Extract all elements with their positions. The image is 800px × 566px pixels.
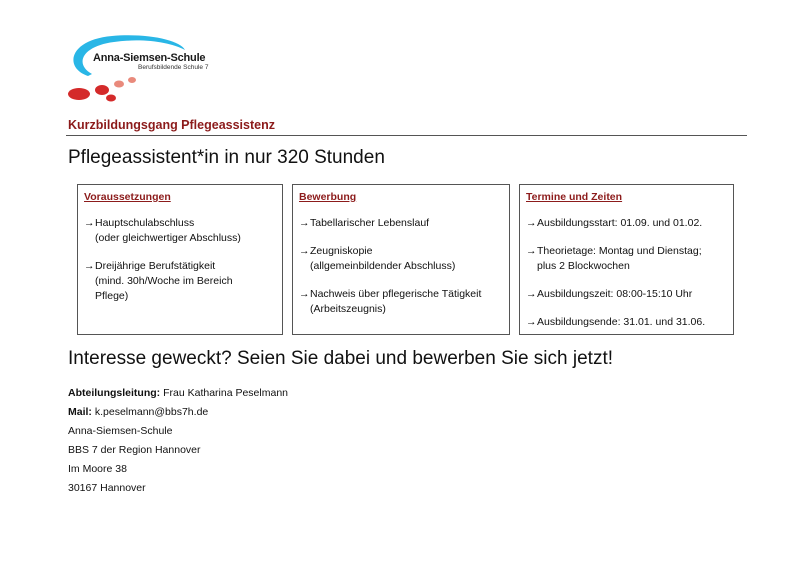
item-text: Dreijährige Berufstätigkeit (mind. 30h/Woche im Bereich Pflege) <box>95 260 233 302</box>
header-divider <box>66 135 747 136</box>
address-line: BBS 7 der Region Hannover <box>68 444 201 456</box>
arrow-right-icon: → <box>299 288 310 300</box>
item-text: Zeugniskopie (allgemeinbildender Abschluss) <box>310 245 456 272</box>
arrow-right-icon: → <box>84 260 95 272</box>
address-line: Anna-Siemsen-Schule <box>68 425 173 437</box>
address-line: 30167 Hannover <box>68 482 146 494</box>
arrow-right-icon: → <box>526 316 537 328</box>
list-item <box>299 244 503 274</box>
logo-dot <box>95 85 109 95</box>
logo-dot <box>128 77 136 83</box>
box-title: Voraussetzungen <box>84 191 171 203</box>
dates-box <box>519 184 734 335</box>
arrow-right-icon: → <box>526 245 537 257</box>
item-text: Hauptschulabschluss (oder gleichwertiger Abschluss) <box>95 217 241 244</box>
list-item <box>84 259 276 304</box>
box-title: Bewerbung <box>299 191 357 203</box>
arrow-right-icon: → <box>299 217 310 229</box>
arrow-right-icon: → <box>526 217 537 229</box>
list-item <box>299 216 503 231</box>
item-text: Ausbildungszeit: 08:00-15:10 Uhr <box>537 288 693 300</box>
requirements-box <box>77 184 283 335</box>
item-text: Ausbildungsende: 31.01. und 31.06. <box>537 316 706 328</box>
list-item <box>526 244 727 274</box>
list-item <box>299 287 503 317</box>
page-title: Pflegeassistent*in in nur 320 Stunden <box>68 147 385 168</box>
logo-subtitle: Berufsbildende Schule 7 <box>138 64 209 71</box>
logo-dot <box>114 81 124 88</box>
department-head-line <box>68 384 288 403</box>
school-logo <box>62 28 212 108</box>
call-to-action: Interesse geweckt? Seien Sie dabei und bewerben Sie sich jetzt! <box>68 348 613 369</box>
item-text: Theorietage: Montag und Dienstag; plus 2 Blockwochen <box>537 245 702 272</box>
item-text: Tabellarischer Lebenslauf <box>310 217 430 229</box>
program-kicker: Kurzbildungsgang Pflegeassistenz <box>68 118 275 132</box>
arrow-right-icon: → <box>299 245 310 257</box>
arrow-right-icon: → <box>526 288 537 300</box>
application-box <box>292 184 510 335</box>
contact-block <box>68 384 288 498</box>
address-line: Im Moore 38 <box>68 463 127 475</box>
department-head-name: Frau Katharina Peselmann <box>163 387 288 399</box>
item-text: Ausbildungsstart: 01.09. und 01.02. <box>537 217 703 229</box>
box-title: Termine und Zeiten <box>526 191 623 203</box>
logo-school-name: Anna-Siemsen-Schule <box>93 52 206 64</box>
mail-label: Mail: <box>68 406 92 418</box>
list-item <box>84 216 276 246</box>
mail-address: k.peselmann@bbs7h.de <box>94 406 209 418</box>
list-item <box>526 216 727 231</box>
logo-dot <box>106 95 116 102</box>
arrow-right-icon: → <box>84 217 95 229</box>
logo-dot <box>68 88 90 100</box>
item-text: Nachweis über pflegerische Tätigkeit (Arbeitszeugnis) <box>310 288 482 315</box>
list-item <box>526 315 727 330</box>
department-head-label: Abteilungsleitung: <box>68 387 161 399</box>
mail-line <box>68 403 288 422</box>
list-item <box>526 287 727 302</box>
